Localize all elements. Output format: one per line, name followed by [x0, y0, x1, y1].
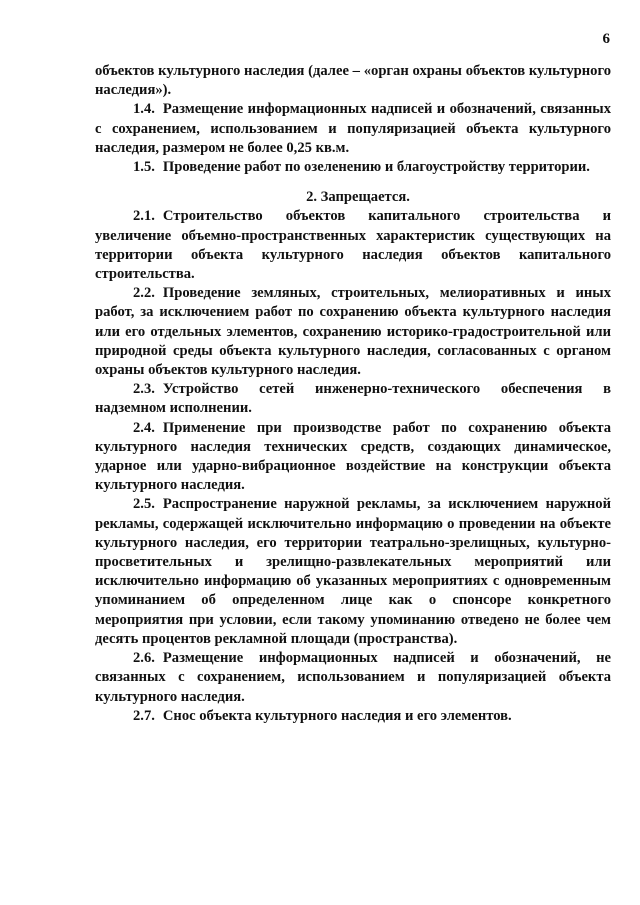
item-number: 1.4. — [133, 101, 155, 118]
item-text: Снос объекта культурного наследия и его элементов. — [162, 707, 512, 724]
item-number: 2.7. — [133, 707, 155, 724]
list-item — [95, 707, 611, 726]
list-item — [95, 284, 611, 380]
item-text: Размещение информационных надписей и обозначений, не связанных с сохранением, использованием и популяризацией объекта культурного наследия. — [95, 650, 611, 705]
item-text: Строительство объектов капитального строительства и увеличение объемно-пространственных характеристик существующих на территории объекта культурного наследия объектов капитального строительства. — [95, 208, 611, 283]
continuation-paragraph: объектов культурного наследия (далее – «орган охраны объектов культурного наследия»). — [95, 63, 611, 99]
item-number: 2.6. — [133, 650, 155, 667]
item-text: Применение при производстве работ по сохранению объекта культурного наследия технических средств, создающих динамическое, ударное или ударно-вибрационное воздействие на конструкции объекта культурного наследия. — [95, 419, 611, 494]
section-heading: 2. Запрещается. — [306, 189, 410, 206]
list-item — [95, 649, 611, 707]
item-text: Размещение информационных надписей и обозначений, связанных с сохранением, использованием и популяризацией объекта культурного наследия, размером не более 0,25 кв.м. — [95, 101, 611, 156]
item-text: Проведение земляных, строительных, мелиоративных и иных работ, за исключением работ по сохранению объекта культурного наследия или его отдельных элементов, сохранению историко-градостроительной или природной среды объекта культурного наследия, согласованных с органом охраны объектов культурного наследия. — [95, 285, 611, 379]
list-item — [95, 380, 611, 418]
list-item — [95, 419, 611, 496]
list-item — [95, 100, 611, 158]
item-number: 2.2. — [133, 285, 155, 302]
page-number: 6 — [602, 31, 610, 47]
list-item — [95, 495, 611, 649]
item-number: 2.3. — [133, 381, 155, 398]
document-body — [95, 62, 611, 726]
list-item — [95, 207, 611, 284]
item-number: 2.1. — [133, 208, 155, 225]
item-text: Устройство сетей инженерно-технического обеспечения в надземном исполнении. — [95, 381, 611, 417]
item-text: Проведение работ по озеленению и благоустройству территории. — [162, 159, 590, 176]
item-number: 2.5. — [133, 496, 155, 513]
item-text: Распространение наружной рекламы, за исключением наружной рекламы, содержащей исключительно информацию о проведении на объекте культурного наследия, его территории театрально-зрелищных, культурно-просветительных и зрелищно-развлекательных мероприятий или исключительно информацию об указанных мероприятиях с одновременным упоминанием об определенном лице как о спонсоре конкретного мероприятия при условии, если такому упоминанию отведено не более чем десять процентов рекламной площади (пространства). — [95, 496, 611, 647]
item-number: 2.4. — [133, 419, 155, 436]
item-number: 1.5. — [133, 159, 155, 176]
list-item — [95, 158, 611, 177]
